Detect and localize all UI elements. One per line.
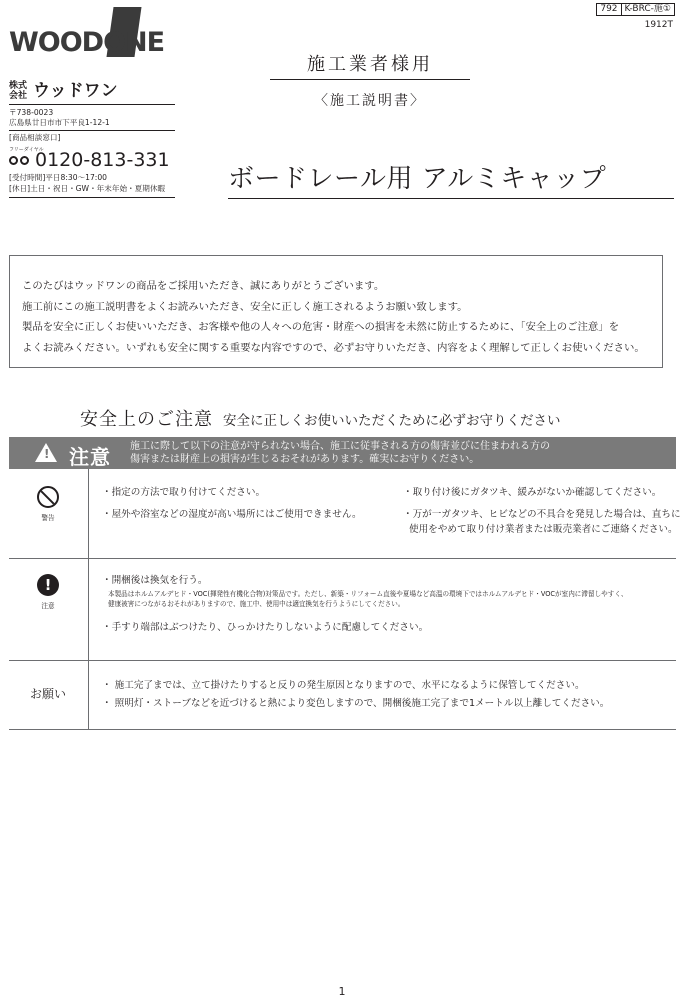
- safety-heading: [80, 405, 561, 431]
- doc-type: 〈施工説明書〉: [314, 93, 426, 109]
- address: 広島県廿日市市下平良1-12-1: [9, 118, 110, 127]
- warning-label: 警告: [41, 514, 55, 522]
- audience-title: 施工業者様用: [307, 54, 433, 75]
- header-divider: [9, 130, 175, 131]
- safety-title: 安全上のご注意: [80, 409, 213, 430]
- warning-item: ・指定の方法で取り付けてください。: [102, 487, 266, 498]
- company-name-text: ウッドワン: [33, 81, 118, 101]
- notice-note: 本製品はホルムアルデヒド・VOC(揮発性有機化合物)対策品です。ただし、新築・リフォーム直後や夏場など高温の環境下ではホルムアルデヒド・VOCが室内に滞留しやすく、: [108, 590, 628, 598]
- title-underline: [270, 79, 470, 80]
- product-underline: [228, 198, 674, 199]
- postal-code: 〒738-0023: [9, 108, 54, 117]
- doc-code-2: K-BRC-施①: [621, 4, 674, 16]
- request-item: ・ 照明灯・ストーブなどを近づけると熱により変色しますので、開梱後施工完了まで1メートル以上離してください。: [102, 698, 610, 709]
- warning-item: 使用をやめて取り付け業者または販売業者にご連絡ください。: [409, 524, 678, 535]
- phone-text: 0120-813-331: [35, 149, 170, 171]
- company-kabushiki: 株式会社: [9, 81, 28, 101]
- intro-line: 施工前にこの施工説明書をよくお読みいただき、安全に正しく施工されるようお願い致します。: [22, 300, 468, 313]
- notice-note: 健康被害につながるおそれがありますので、施工中、使用中は適宜換気を行うようにしてください。: [108, 600, 405, 608]
- doc-code-1: 792: [597, 4, 621, 16]
- header-divider: [9, 197, 175, 198]
- intro-box: [9, 255, 663, 368]
- mandatory-icon: !: [37, 574, 59, 596]
- caution-text-line: 施工に際して以下の注意が守られない場合、施工に従事される方の傷害並びに住まわれる方の: [130, 441, 550, 452]
- holidays: [休日]土日・祝日・GW・年末年始・夏期休暇: [9, 184, 166, 193]
- product-title: ボードレール用 アルミキャップ: [228, 164, 607, 194]
- prohibition-icon: [37, 486, 59, 508]
- notice-item: ・手すり端部はぶつけたり、ひっかけたりしないように配慮してください。: [102, 622, 429, 633]
- freedial-label: フリーダイヤル: [9, 146, 44, 153]
- request-label: お願い: [29, 687, 66, 701]
- row-divider: [9, 729, 676, 730]
- doc-revision: 1912T: [644, 20, 673, 30]
- caution-text: [130, 440, 550, 466]
- notice-label: 注意: [41, 602, 55, 610]
- page-number: 1: [338, 985, 346, 998]
- caution-text-line: 傷害または財産上の損害が生じるおそれがあります。確実にお守りください。: [130, 454, 480, 465]
- reception-hours: [受付時間]平日8:30〜17:00: [9, 173, 108, 182]
- consult-label: [商品相談窓口]: [9, 133, 61, 142]
- warning-item: ・屋外や浴室などの湿度が高い場所にはご使用できません。: [102, 509, 362, 520]
- caution-label: 注意: [69, 445, 111, 469]
- warning-item: ・取り付け後にガタツキ、緩みがないか確認してください。: [403, 487, 662, 498]
- phone-number: [9, 146, 170, 171]
- header-divider: [9, 104, 175, 105]
- request-item: ・ 施工完了までは、立て掛けたりすると反りの発生原因となりますので、水平になるように保管してください。: [102, 680, 585, 691]
- warning-item: ・万が一ガタツキ、ヒビなどの不具合を発見した場合は、直ちに: [403, 509, 681, 520]
- intro-line: よくお読みください。いずれも安全に関する重要な内容ですので、必ずお守りいただき、内容をよく理解して正しくお使いください。: [22, 341, 645, 354]
- warning-triangle-icon: !: [35, 443, 57, 462]
- table-column-divider: [88, 469, 89, 730]
- row-divider: [9, 558, 676, 559]
- safety-subtitle: 安全に正しくお使いいただくために必ずお守りください: [223, 413, 561, 429]
- row-divider: [9, 660, 676, 661]
- doc-code: [596, 3, 675, 16]
- logo-text: WOODONE: [9, 27, 165, 58]
- freedial-icon: [9, 146, 44, 167]
- intro-line: このたびはウッドワンの商品をご採用いただき、誠にありがとうございます。: [22, 280, 385, 292]
- notice-item: ・開梱後は換気を行う。: [102, 575, 208, 586]
- company-name: [9, 76, 118, 101]
- caution-bar: [9, 437, 676, 469]
- intro-line: 製品を安全に正しくお使いいただき、お客様や他の人々への危害・財産への損害を未然に防止するために、「安全上のご注意」を: [22, 321, 620, 333]
- woodone-logo: [9, 5, 179, 57]
